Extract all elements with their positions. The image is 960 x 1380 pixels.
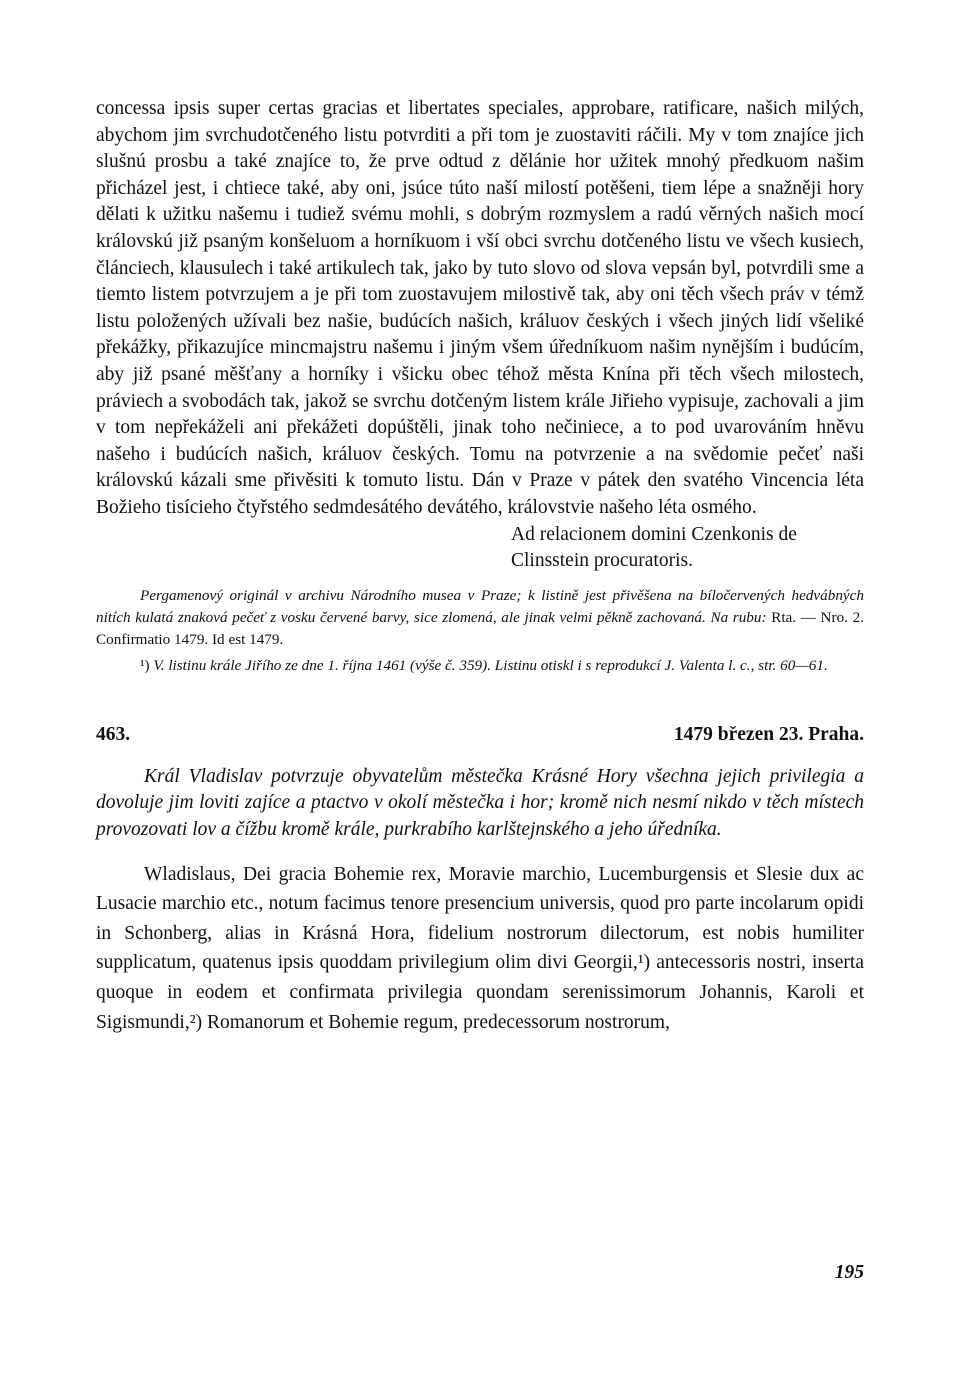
document-header — [96, 722, 864, 748]
footnote-marker: ¹) — [140, 656, 150, 674]
footnote-text: V. listinu krále Jiřího ze dne 1. října 1461 (výše č. 359). Listinu otiskl i s reprodukcí J. Valenta l. c., str. 60—61. — [149, 656, 828, 674]
document-number: 463. — [96, 723, 131, 745]
chancery-note-line-1: Ad relacionem domini Czenkonis de — [511, 523, 797, 545]
document-page — [96, 96, 864, 1037]
latin-text-part-2: antecessoris nostri, inserta quoque in eodem et confirmata privilegia quondam serenissimorum Johannis, Karoli et Sigismundi, — [96, 952, 864, 1033]
document-date-place: 1479 březen 23. Praha. — [673, 723, 864, 745]
footnote-ref-2: ²) — [189, 1011, 203, 1033]
latin-charter-text — [96, 860, 864, 1038]
archival-source-note — [96, 585, 864, 652]
footnote-1 — [96, 655, 864, 677]
regest-summary: Král Vladislav potvrzuje obyvatelům městečka Krásné Hory všechna jejich privilegia a dovoluje jim loviti zajíce a ptactvo v okolí městečka i hor; kromě nich nesmí nikdo v těch místech provozovati lov a čížbu kromě krále, purkrabího karlštejnského a jeho úředníka. — [96, 765, 864, 841]
czech-charter-text: concessa ipsis super certas gracias et libertates speciales, approbare, ratificare, našich milých, abychom jim svrchudotčeného listu potvrditi a při tom je zuostaviti ráčili. My v tom znajíce jich slušnú prosbu a také znajíce to, že prve odtud z dělánie hor užitek mnohý předkuom našim přicházel jest, i chtiece také, aby oni, jsúce túto naší milostí potěšeni, tiem lépe a snažněji hory dělati k užitku našemu i tudiež svému mohli, s dobrým rozmyslem a radú věrných našich mocí královskú již psaným konšeluom a horníkuom i vší obci svrchu dotčeného listu ve všech kusiech, článciech, klausulech i také artikulech tak, jako by tuto slovo od slova vepsán byl, potvrdili sme a tiemto listem potvrzujem a je při tom zuostavujem milostivě tak, aby oni těch všech práv v témž listu položených užívali bez našie, budúcích našich, králuov českých i všech jiných lidí všeliké překážky, přikazujíce mincmajstru našemu i jiným všem úředníkuom našim nynějším i budúcím, aby již psané měšťany a horníky i všicku obec téhož města Knína při těch všech milostech, práviech a svobodách tak, jakož se svrchu dotčeným listem krále Jiřieho vypisuje, zachovali a jim v tom nepřekáželi ani překážeti dopúštěli, jinak toho nečiniece, a to pod uvarováním hněvu našeho i budúcích našich, králuov českých. Tomu na potvrzenie a na svědomie pečeť naši královskú kázali sme přivěsiti k tomuto listu. Dán v Praze v pátek den svatého Vincencia léta Božieho tisícieho čtyřstého sedmdesátého devátého, královstvie našeho léta osmého. — [96, 98, 864, 518]
source-note-italic: Pergamenový originál v archivu Národního musea v Praze; k listině jest přivěšena na bíločervených hedvábných nitích kulatá znaková pečeť z vosku červené barvy, sice zlomená, ale jinak velmi pěkně zachovaná. Na rubu: — [96, 586, 864, 626]
chancery-note-line-2: Clinsstein procuratoris. — [511, 550, 693, 572]
page-number: 195 — [834, 1262, 864, 1283]
chancery-note — [511, 522, 864, 575]
footnote-ref-1: ¹) — [637, 952, 651, 974]
latin-text-part-1: Wladislaus, Dei gracia Bohemie rex, Moravie marchio, Lucemburgensis et Slesie dux ac Lusacie marchio etc., notum facimus tenore presencium universis, quod pro parte incolarum opidi in Schonberg, alias in Krásná Hora, fidelium nostrorum dilectorum, est nobis humiliter supplicatum, quatenus ipsis quoddam privilegium olim divi Georgii, — [96, 863, 864, 974]
latin-text-part-3: Romanorum et Bohemie regum, predecessorum nostrorum, — [202, 1011, 670, 1033]
source-note-upright: Rta. — Nro. 2. Confirmatio 1479. Id est 1479. — [96, 608, 864, 649]
